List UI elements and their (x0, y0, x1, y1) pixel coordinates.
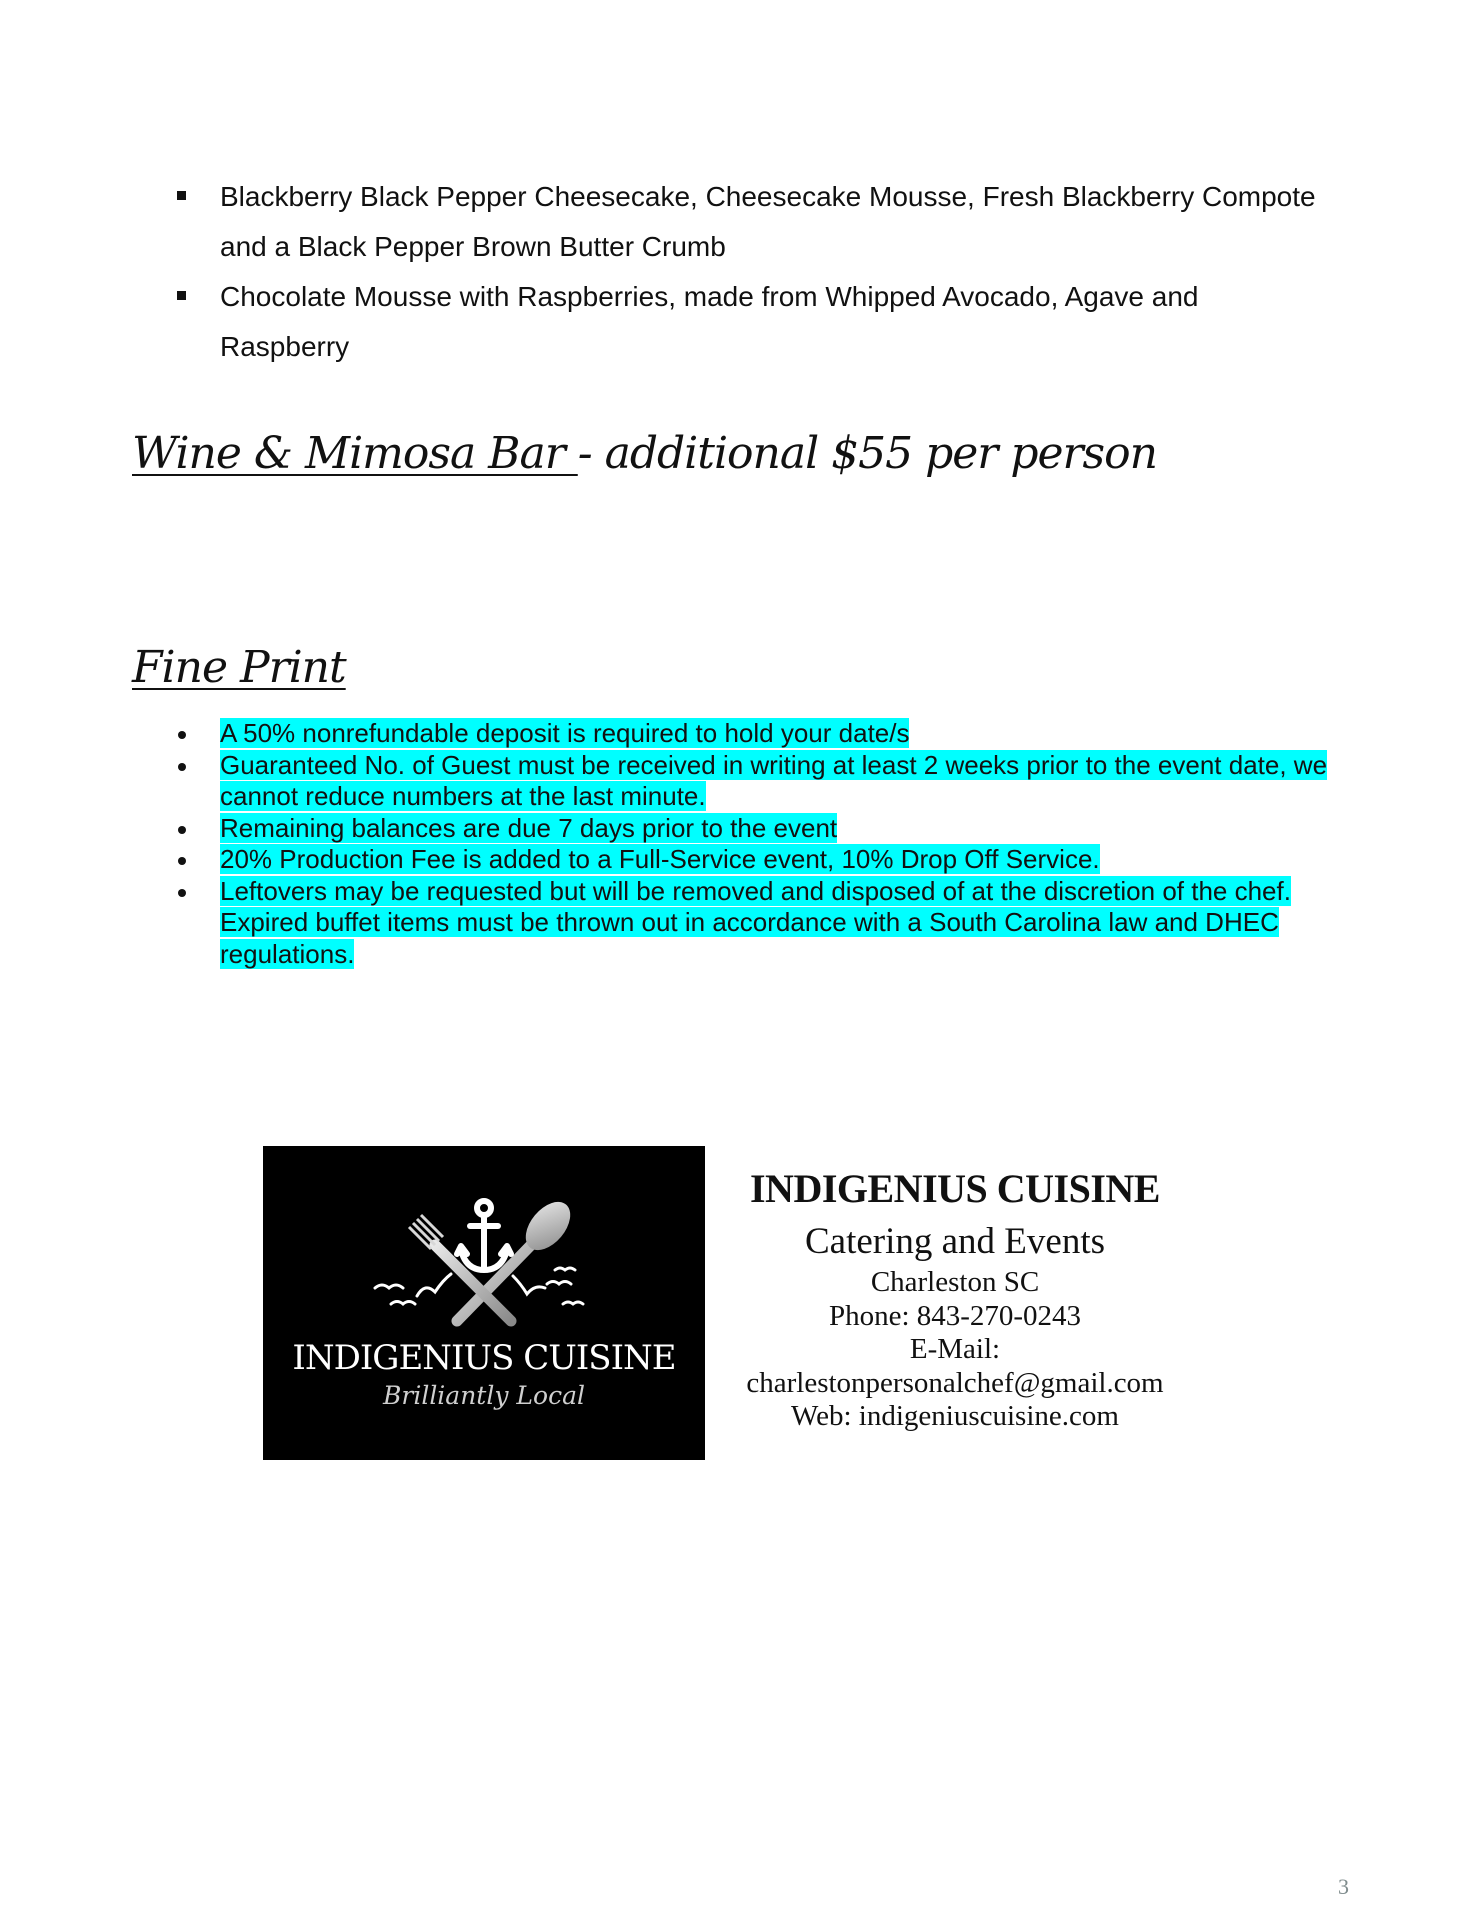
logo-name: INDIGENIUS CUISINE (292, 1338, 676, 1378)
email-label: E-Mail: (909, 1333, 1001, 1365)
company-phone: Phone: 843-270-0243 (828, 1299, 1082, 1332)
fine-print-title: Fine Print (132, 642, 346, 693)
fine-print-text: A 50% nonrefundable deposit is required to hold your date/s (220, 718, 910, 748)
company-location: Charleston SC (870, 1266, 1040, 1298)
list-item (175, 844, 1335, 876)
fine-print-heading (132, 642, 346, 693)
company-subtitle: Catering and Events (804, 1221, 1106, 1262)
wine-bar-heading (132, 428, 1157, 479)
wine-bar-detail: - additional $55 per person (577, 428, 1157, 479)
list-item (175, 876, 1335, 971)
logo-emblem (263, 1146, 705, 1460)
logo-tagline: Brilliantly Local (383, 1381, 585, 1410)
list-item (175, 813, 1335, 845)
company-logo (263, 1146, 705, 1460)
company-name: INDIGENIUS CUISINE (749, 1166, 1160, 1211)
fine-print-text: Leftovers may be requested but will be removed and disposed of at the discretion of the chef. Expired buffet items must be thrown out in accordance with a South Carolina law and DHEC regulations. (220, 875, 1291, 969)
company-web: Web: indigeniuscuisine.com (791, 1400, 1119, 1432)
contact-block (720, 1164, 1190, 1434)
list-item (175, 750, 1335, 813)
company-email: charlestonpersonalchef@gmail.com (746, 1366, 1164, 1399)
fine-print-text: 20% Production Fee is added to a Full-Service event, 10% Drop Off Service. (220, 844, 1100, 874)
page-number: 3 (1338, 1874, 1349, 1899)
fine-print-list (175, 718, 1335, 970)
fine-print-text: Remaining balances are due 7 days prior to the event (220, 812, 838, 843)
wine-bar-title: Wine & Mimosa Bar (132, 428, 578, 479)
dessert-list (175, 172, 1325, 372)
fine-print-text: Guaranteed No. of Guest must be received in writing at least 2 weeks prior to the event date, we cannot reduce numbers at the last minute. (220, 749, 1328, 811)
list-item: Blackberry Black Pepper Cheesecake, Cheesecake Mousse, Fresh Blackberry Compote and a Black Pepper Brown Butter Crumb (175, 172, 1325, 272)
list-item (175, 718, 1335, 750)
anchor-icon (457, 1201, 511, 1270)
list-item: Chocolate Mousse with Raspberries, made from Whipped Avocado, Agave and Raspberry (175, 272, 1325, 372)
